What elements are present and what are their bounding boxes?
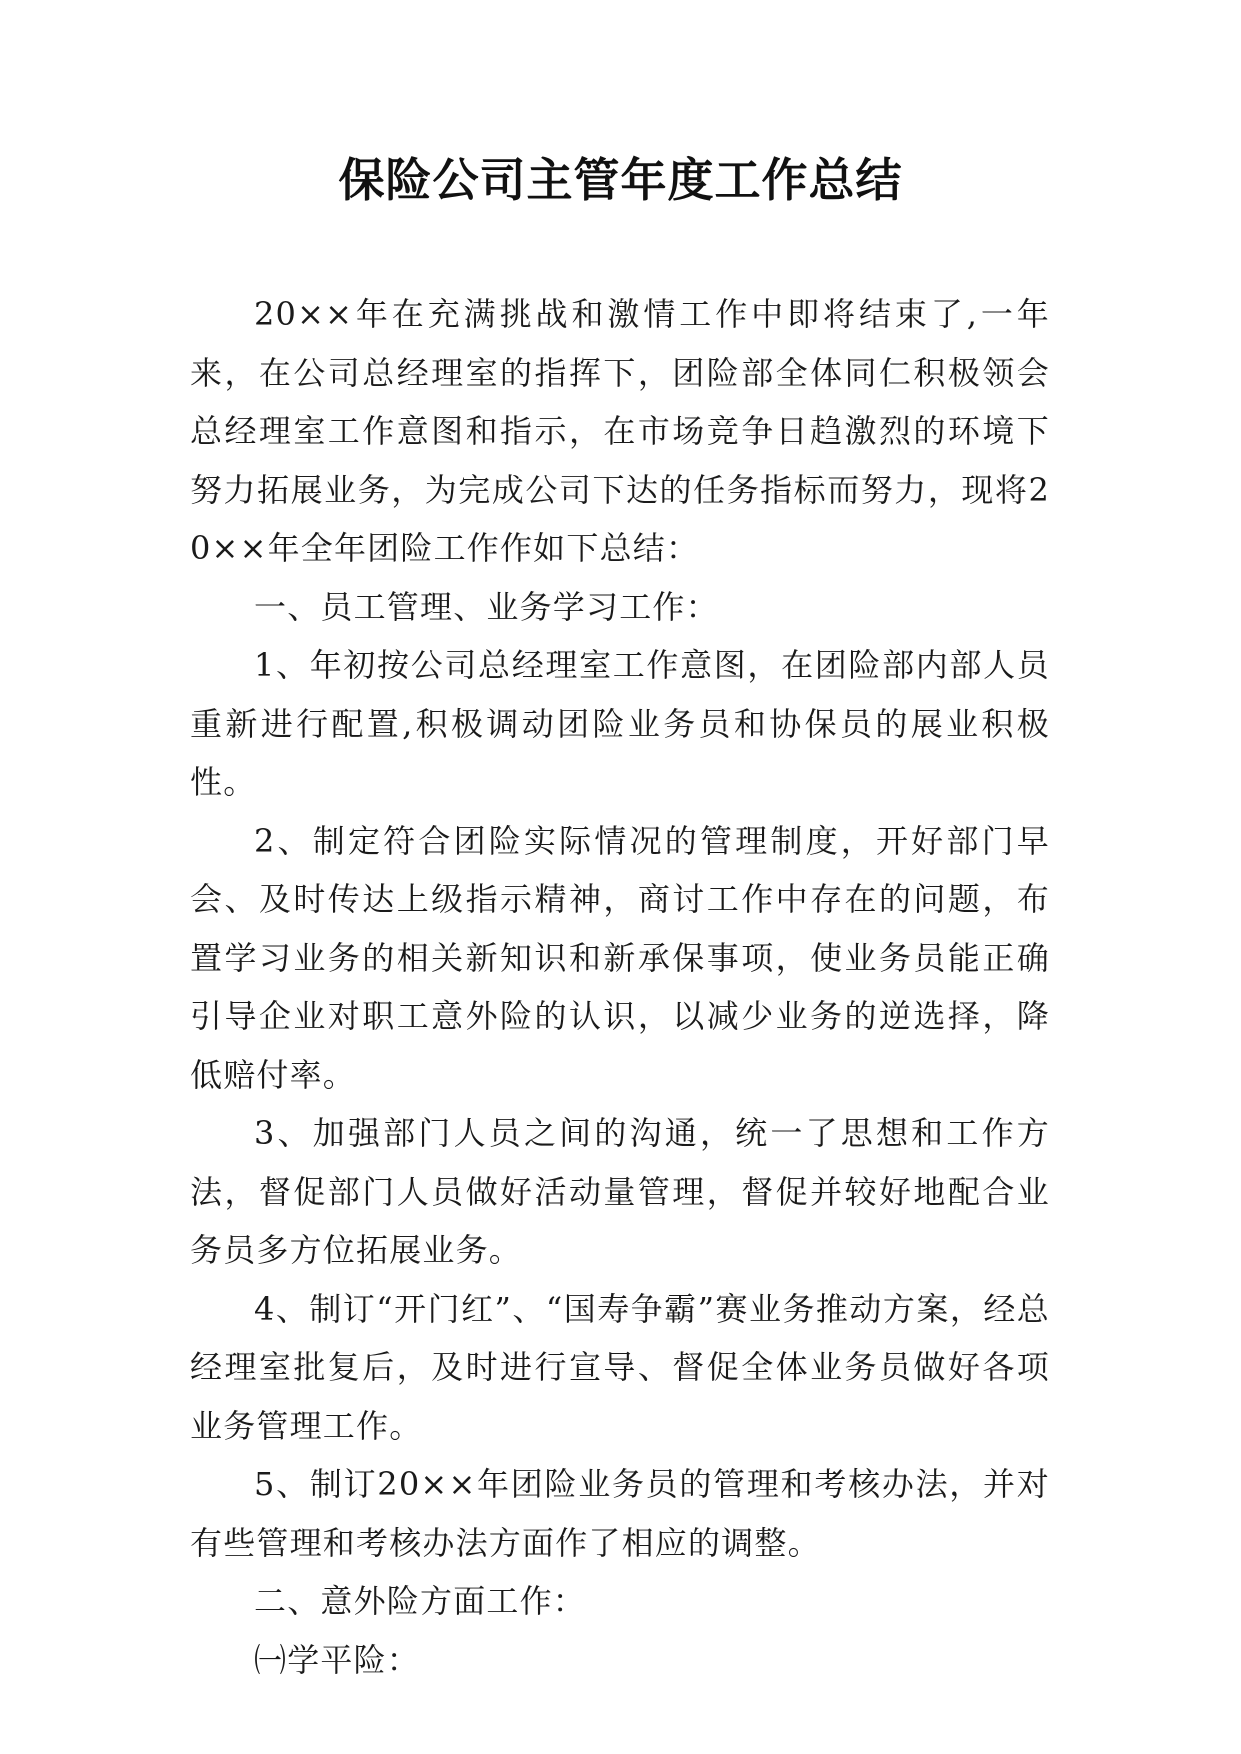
list-item-3: 3、加强部门人员之间的沟通，统一了思想和工作方法，督促部门人员做好活动量管理，督促并较好地配合业务员多方位拓展业务。 (190, 1114, 1050, 1269)
list-item-4: 4、制订“开门红”、“国寿争霸”赛业务推动方案，经总经理室批复后，及时进行宣导、督促全体业务员做好各项业务管理工作。 (190, 1289, 1050, 1445)
document-title: 保险公司主管年度工作总结 (338, 153, 903, 207)
document-body (190, 285, 1050, 1689)
list-item-2: 2、制定符合团险实际情况的管理制度，开好部门早会、及时传达上级指示精神，商讨工作中存在的问题，布置学习业务的相关新知识和新承保事项，使业务员能正确引导企业对职工意外险的认识，以减少业务的逆选择，降低赔付率。 (190, 821, 1050, 1094)
paragraph-intro: 20××年在充满挑战和激情工作中即将结束了,一年来，在公司总经理室的指挥下，团险部全体同仁积极领会总经理室工作意图和指示，在市场竞争日趋激烈的环境下努力拓展业务，为完成公司下达的任务指标而努力，现将20××年全年团险工作作如下总结： (190, 295, 1050, 567)
list-item-5: 5、制订20××年团险业务员的管理和考核办法，并对有些管理和考核办法方面作了相应的调整。 (190, 1465, 1050, 1562)
section-heading-2: 二、意外险方面工作： (254, 1582, 587, 1620)
list-item-1: 1、年初按公司总经理室工作意图，在团险部内部人员重新进行配置,积极调动团险业务员和协保员的展业积极性。 (190, 646, 1050, 801)
subsection-heading: ㈠学平险： (254, 1640, 421, 1679)
section-heading-1: 一、员工管理、业务学习工作： (254, 587, 719, 626)
